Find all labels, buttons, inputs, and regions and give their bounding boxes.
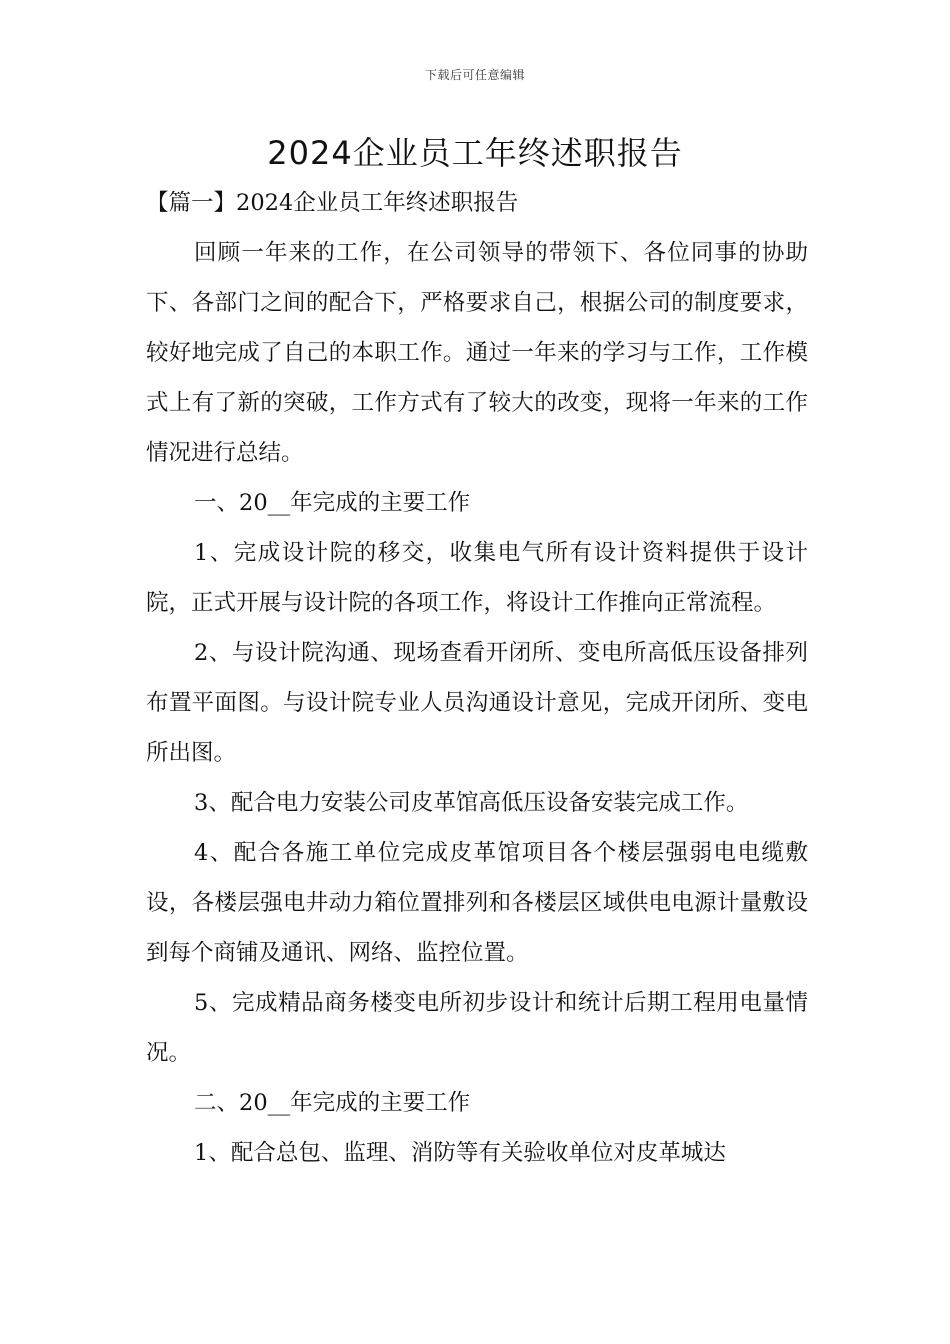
header-note: 下载后可任意编辑 xyxy=(424,68,525,82)
list-item: 3、配合电力安装公司皮革馆高低压设备安装完成工作。 xyxy=(194,790,749,816)
section-heading-one: 一、20__年完成的主要工作 xyxy=(194,490,471,516)
section-heading: 【篇一】2024企业员工年终述职报告 xyxy=(146,190,519,216)
document-title: 2024企业员工年终述职报告 xyxy=(267,134,683,172)
list-item: 5、完成精品商务楼变电所初步设计和统计后期工程用电量情况。 xyxy=(146,990,808,1066)
list-item: 2、与设计院沟通、现场查看开闭所、变电所高低压设备排列布置平面图。与设计院专业人员沟通设计意见，完成开闭所、变电所出图。 xyxy=(146,640,808,766)
document-body xyxy=(146,178,808,1178)
list-item: 1、配合总包、监理、消防等有关验收单位对皮革城达 xyxy=(194,1140,726,1166)
section-heading-two: 二、20__年完成的主要工作 xyxy=(194,1090,471,1116)
paragraph-intro: 回顾一年来的工作，在公司领导的带领下、各位同事的协助下、各部门之间的配合下，严格要求自己，根据公司的制度要求，较好地完成了自己的本职工作。通过一年来的学习与工作，工作模式上有了新的突破，工作方式有了较大的改变，现将一年来的工作情况进行总结。 xyxy=(146,240,808,466)
list-item: 4、配合各施工单位完成皮革馆项目各个楼层强弱电电缆敷设，各楼层强电井动力箱位置排列和各楼层区域供电电源计量敷设到每个商铺及通讯、网络、监控位置。 xyxy=(146,840,808,966)
list-item: 1、完成设计院的移交，收集电气所有设计资料提供于设计院，正式开展与设计院的各项工作，将设计工作推向正常流程。 xyxy=(146,540,808,616)
